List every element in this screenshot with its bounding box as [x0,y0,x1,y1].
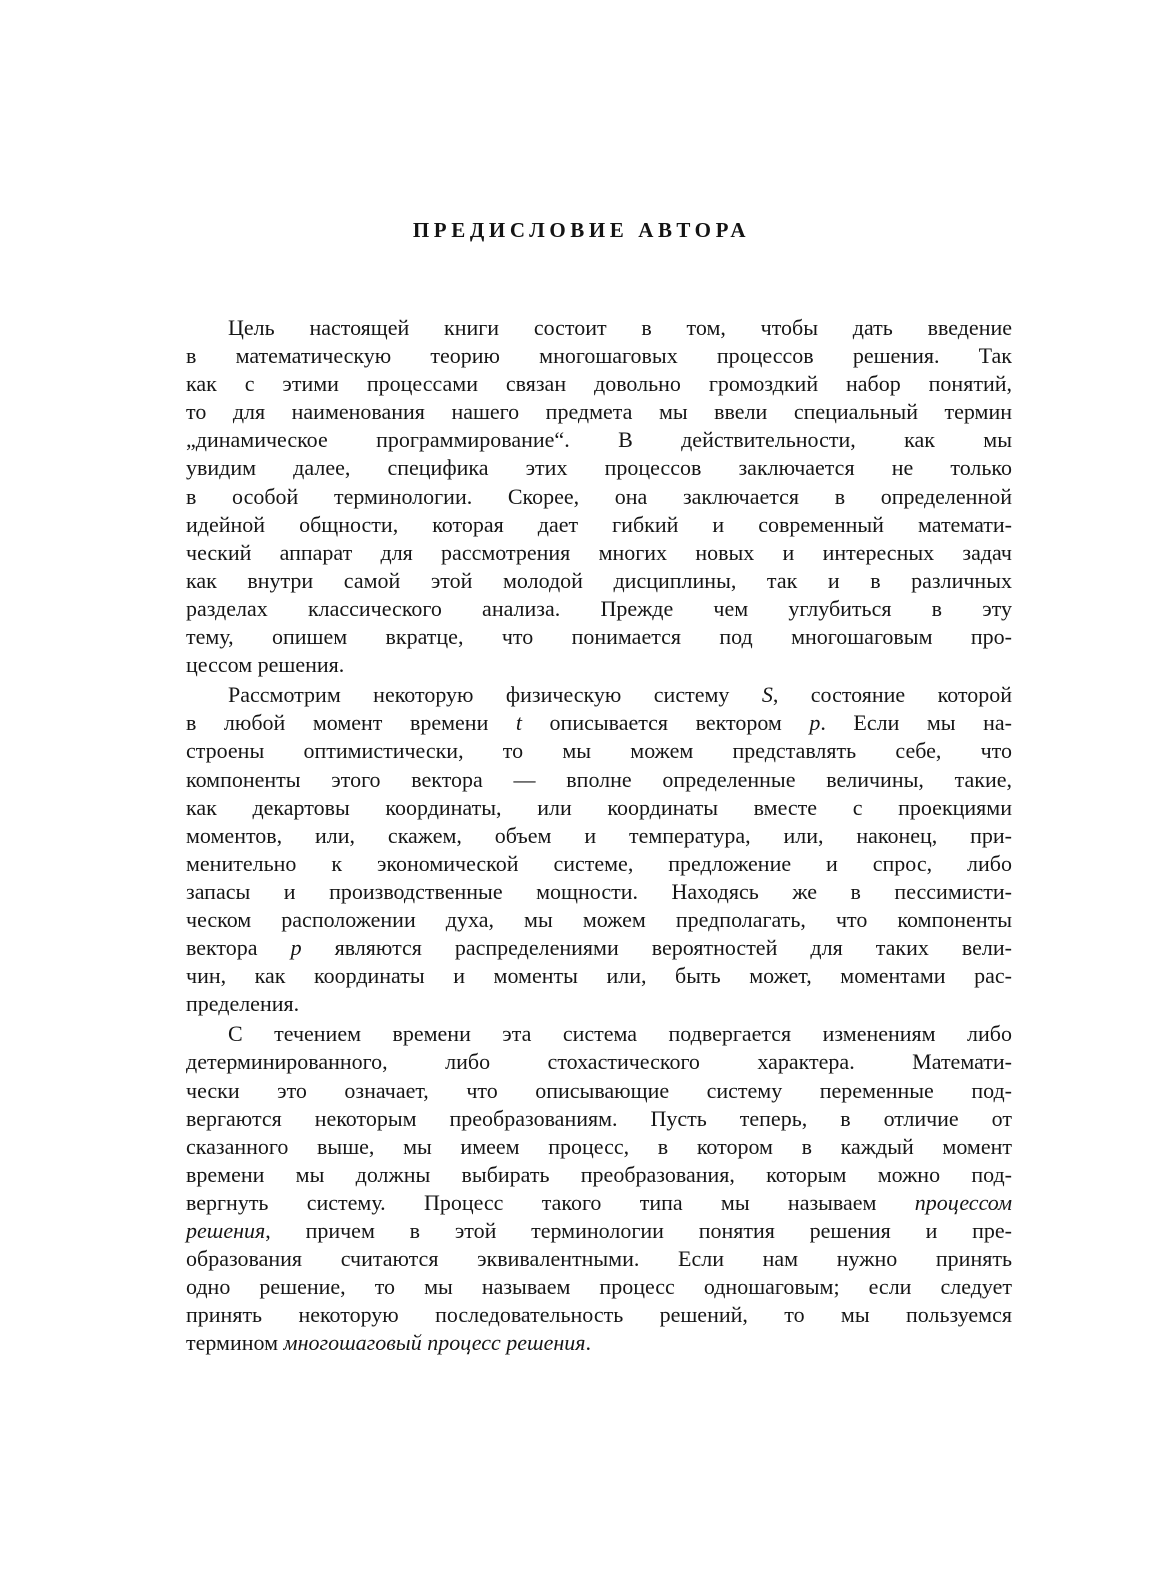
text-line: моментов, или, скажем, объем и температура, или, наконец, при- [186,822,1012,848]
text-line: чески это означает, что описывающие систему переменные под- [186,1077,1012,1103]
text-line: вергнуть систему. Процесс такого типа мы называем процессом [186,1189,1012,1215]
paragraph-2 [186,681,1012,1018]
math-variable: S [761,682,773,708]
text-line: решения, причем в этой терминологии понятия решения и пре- [186,1218,1012,1243]
text-line: как внутри самой этой молодой дисциплины, так и в различных [186,567,1012,593]
body-text [186,314,1012,1359]
text-line: строены оптимистически, то мы можем представлять себе, что [186,738,1012,764]
paragraph-3 [186,1020,1012,1357]
text-line: детерминированного, либо стохастического характера. Математи- [186,1049,1012,1075]
italic-term: решения [186,1218,266,1243]
text-line: одно решение, то мы называем процесс одношаговым; если следует [186,1274,1012,1300]
text-line: разделах классического анализа. Прежде чем углубиться в эту [186,595,1012,621]
italic-term: процессом [914,1189,1012,1215]
text-line: тему, опишем вкратце, что понимается под многошаговым про- [186,624,1012,650]
text-line: как декартовы координаты, или координаты вместе с проекциями [186,794,1012,820]
text-line: Цель настоящей книги состоит в том, чтобы дать введение [228,315,1012,340]
text-line: цессом решения. [186,652,345,678]
page-title: ПРЕДИСЛОВИЕ АВТОРА [412,218,751,242]
text-line: сказанного выше, мы имеем процесс, в котором в каждый момент [186,1133,1012,1159]
text-line: чин, как координаты и моменты или, быть может, моментами рас- [186,963,1012,989]
text-line: в математическую теорию многошаговых процессов решения. Так [186,343,1012,369]
text-line: в особой терминологии. Скорее, она заключается в определенной [186,483,1012,509]
text-line: менительно к экономической системе, предложение и спрос, либо [186,850,1012,876]
text-line: как с этими процессами связан довольно громоздкий набор понятий, [186,371,1012,397]
paragraph-1 [186,314,1012,679]
text-line: ческом расположении духа, мы можем предполагать, что компоненты [186,906,1012,932]
math-variable: p [290,935,302,961]
text-line: вектора p являются распределениями вероятностей для таких вели- [186,935,1012,961]
text-line: термином многошаговый процесс решения. [186,1330,592,1356]
text-line: в любой момент времени t описывается вектором p. Если мы на- [186,710,1012,736]
text-line: запасы и производственные мощности. Находясь же в пессимисти- [186,878,1012,904]
text-line: образования считаются эквивалентными. Если нам нужно принять [186,1246,1012,1272]
text-line: ческий аппарат для рассмотрения многих новых и интересных задач [186,539,1012,565]
text-line: идейной общности, которая дает гибкий и современный математи- [186,511,1012,537]
text-line: принять некоторую последовательность решений, то мы пользуемся [186,1302,1012,1328]
math-variable: t [515,710,523,736]
text-line: С течением времени эта система подвергается изменениям либо [228,1021,1012,1047]
text-line: увидим далее, специфика этих процессов заключается не только [186,455,1012,481]
math-variable: p [809,710,821,736]
text-line: пределения. [186,991,300,1017]
italic-term: многошаговый процесс решения [283,1330,586,1356]
text-line: то для наименования нашего предмета мы ввели специальный термин [186,399,1012,425]
text-line: „динамическое программирование“. В действительности, как мы [186,427,1012,453]
text-line: Рассмотрим некоторую физическую систему S, состояние которой [228,682,1012,708]
text-line: времени мы должны выбирать преобразования, которым можно под- [186,1161,1012,1187]
text-line: компоненты этого вектора — вполне определенные величины, такие, [186,766,1012,792]
text-line: вергаются некоторым преобразованиям. Пусть теперь, в отличие от [186,1105,1012,1131]
